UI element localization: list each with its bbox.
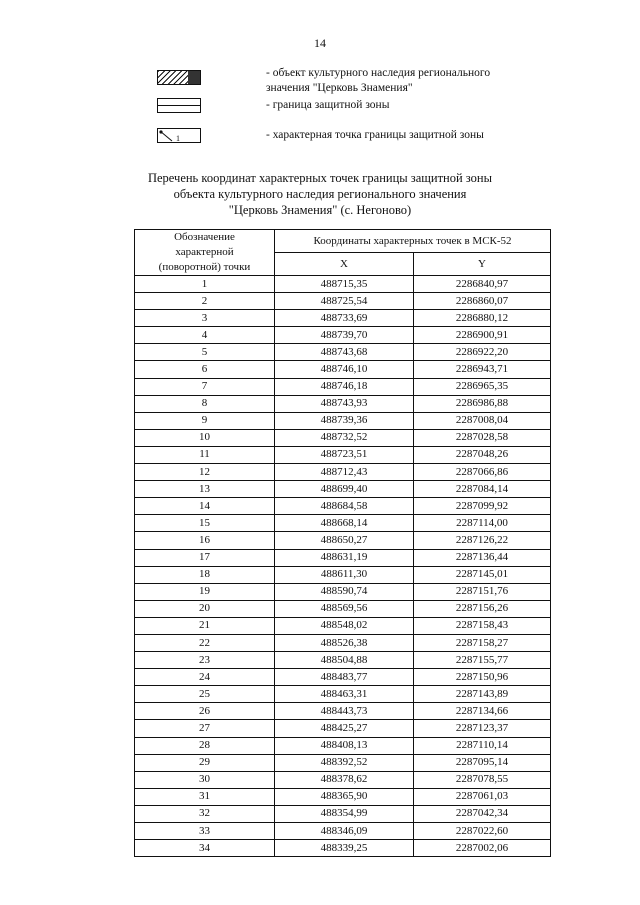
- y-coordinate-cell: 2287155,77: [414, 652, 551, 669]
- y-coordinate-cell: 2287048,26: [414, 446, 551, 463]
- y-coordinate-cell: 2286880,12: [414, 310, 551, 327]
- y-coordinate-cell: 2287143,89: [414, 686, 551, 703]
- x-coordinate-cell: 488548,02: [275, 617, 414, 634]
- hatched-rectangle-icon: [157, 70, 201, 85]
- table-row: [135, 532, 551, 549]
- y-coordinate-cell: 2287150,96: [414, 669, 551, 686]
- table-row: [135, 549, 551, 566]
- table-row: [135, 634, 551, 651]
- table-row: [135, 583, 551, 600]
- y-coordinate-cell: 2287126,22: [414, 532, 551, 549]
- point-number-cell: 3: [135, 310, 275, 327]
- y-coordinate-cell: 2287084,14: [414, 481, 551, 498]
- table-row: [135, 652, 551, 669]
- x-coordinate-cell: 488715,35: [275, 276, 414, 293]
- point-number-cell: 6: [135, 361, 275, 378]
- boundary-line-icon: [157, 98, 201, 113]
- legend-item-heritage-object: [157, 66, 557, 98]
- legend-item-label: - объект культурного наследия регионального значения "Церковь Знамения": [266, 67, 491, 94]
- column-header-coordinates: Координаты характерных точек в МСК-52: [275, 230, 551, 253]
- table-row: [135, 498, 551, 515]
- point-number-cell: 7: [135, 378, 275, 395]
- table-row: [135, 429, 551, 446]
- y-coordinate-cell: 2287008,04: [414, 412, 551, 429]
- column-header-y: Y: [414, 253, 551, 276]
- x-coordinate-cell: 488346,09: [275, 823, 414, 840]
- y-coordinate-cell: 2286900,91: [414, 327, 551, 344]
- point-number-cell: 23: [135, 652, 275, 669]
- point-number-cell: 10: [135, 429, 275, 446]
- table-row: [135, 840, 551, 857]
- y-coordinate-cell: 2286986,88: [414, 395, 551, 412]
- y-coordinate-cell: 2287123,37: [414, 720, 551, 737]
- x-coordinate-cell: 488526,38: [275, 634, 414, 651]
- point-number-cell: 27: [135, 720, 275, 737]
- point-number-cell: 28: [135, 737, 275, 754]
- point-number-cell: 11: [135, 446, 275, 463]
- table-row: [135, 515, 551, 532]
- y-coordinate-cell: 2287022,60: [414, 823, 551, 840]
- legend: [157, 66, 557, 150]
- point-number-cell: 22: [135, 634, 275, 651]
- point-number-cell: 4: [135, 327, 275, 344]
- x-coordinate-cell: 488668,14: [275, 515, 414, 532]
- point-number-cell: 29: [135, 754, 275, 771]
- x-coordinate-cell: 488339,25: [275, 840, 414, 857]
- table-row: [135, 805, 551, 822]
- x-coordinate-cell: 488378,62: [275, 771, 414, 788]
- y-coordinate-cell: 2287028,58: [414, 429, 551, 446]
- table-row: [135, 720, 551, 737]
- table-row: [135, 686, 551, 703]
- table-row: [135, 327, 551, 344]
- point-number-cell: 33: [135, 823, 275, 840]
- point-number-cell: 19: [135, 583, 275, 600]
- x-coordinate-cell: 488746,18: [275, 378, 414, 395]
- point-number-cell: 24: [135, 669, 275, 686]
- table-row: [135, 361, 551, 378]
- y-coordinate-cell: 2287066,86: [414, 464, 551, 481]
- y-coordinate-cell: 2287151,76: [414, 583, 551, 600]
- table-row: [135, 481, 551, 498]
- point-number-cell: 17: [135, 549, 275, 566]
- legend-item-label: - характерная точка границы защитной зоны: [266, 129, 484, 141]
- y-coordinate-cell: 2286965,35: [414, 378, 551, 395]
- point-number-cell: 20: [135, 600, 275, 617]
- y-coordinate-cell: 2287110,14: [414, 737, 551, 754]
- table-row: [135, 771, 551, 788]
- y-coordinate-cell: 2286943,71: [414, 361, 551, 378]
- x-coordinate-cell: 488739,36: [275, 412, 414, 429]
- legend-item-boundary: [157, 98, 557, 124]
- x-coordinate-cell: 488463,31: [275, 686, 414, 703]
- table-row: [135, 378, 551, 395]
- point-number-cell: 26: [135, 703, 275, 720]
- y-coordinate-cell: 2287078,55: [414, 771, 551, 788]
- x-coordinate-cell: 488569,56: [275, 600, 414, 617]
- y-coordinate-cell: 2287156,26: [414, 600, 551, 617]
- y-coordinate-cell: 2287136,44: [414, 549, 551, 566]
- x-coordinate-cell: 488743,93: [275, 395, 414, 412]
- x-coordinate-cell: 488504,88: [275, 652, 414, 669]
- point-number-cell: 32: [135, 805, 275, 822]
- table-row: [135, 276, 551, 293]
- page-number: 14: [314, 36, 326, 50]
- x-coordinate-cell: 488483,77: [275, 669, 414, 686]
- y-coordinate-cell: 2287095,14: [414, 754, 551, 771]
- y-coordinate-cell: 2286860,07: [414, 293, 551, 310]
- x-coordinate-cell: 488743,68: [275, 344, 414, 361]
- x-coordinate-cell: 488712,43: [275, 464, 414, 481]
- table-row: [135, 669, 551, 686]
- table-row: [135, 617, 551, 634]
- x-coordinate-cell: 488732,52: [275, 429, 414, 446]
- point-number-cell: 5: [135, 344, 275, 361]
- table-row: [135, 395, 551, 412]
- x-coordinate-cell: 488631,19: [275, 549, 414, 566]
- y-coordinate-cell: 2287099,92: [414, 498, 551, 515]
- table-row: [135, 754, 551, 771]
- boundary-point-icon: [157, 128, 201, 143]
- table-row: [135, 344, 551, 361]
- point-number-cell: 9: [135, 412, 275, 429]
- table-caption: Перечень координат характерных точек границы защитной зоны объекта культурного наследия регионального значения "Церковь Знамения" (с. Негоново): [147, 171, 493, 217]
- y-coordinate-cell: 2287114,00: [414, 515, 551, 532]
- legend-item-label: - граница защитной зоны: [266, 99, 390, 111]
- y-coordinate-cell: 2287002,06: [414, 840, 551, 857]
- table-row: [135, 703, 551, 720]
- coordinates-table: [134, 229, 551, 857]
- x-coordinate-cell: 488746,10: [275, 361, 414, 378]
- point-number-cell: 1: [135, 276, 275, 293]
- table-row: [135, 823, 551, 840]
- x-coordinate-cell: 488699,40: [275, 481, 414, 498]
- y-coordinate-cell: 2287158,43: [414, 617, 551, 634]
- y-coordinate-cell: 2287134,66: [414, 703, 551, 720]
- table-row: [135, 737, 551, 754]
- x-coordinate-cell: 488739,70: [275, 327, 414, 344]
- point-number-cell: 21: [135, 617, 275, 634]
- table-row: [135, 293, 551, 310]
- x-coordinate-cell: 488684,58: [275, 498, 414, 515]
- x-coordinate-cell: 488723,51: [275, 446, 414, 463]
- x-coordinate-cell: 488365,90: [275, 788, 414, 805]
- x-coordinate-cell: 488650,27: [275, 532, 414, 549]
- point-number-cell: 18: [135, 566, 275, 583]
- x-coordinate-cell: 488443,73: [275, 703, 414, 720]
- y-coordinate-cell: 2286840,97: [414, 276, 551, 293]
- table-row: [135, 600, 551, 617]
- y-coordinate-cell: 2287158,27: [414, 634, 551, 651]
- point-number-cell: 8: [135, 395, 275, 412]
- point-number-cell: 16: [135, 532, 275, 549]
- column-header-x: X: [275, 253, 414, 276]
- x-coordinate-cell: 488425,27: [275, 720, 414, 737]
- table-row: [135, 412, 551, 429]
- point-number-cell: 14: [135, 498, 275, 515]
- point-number-cell: 13: [135, 481, 275, 498]
- x-coordinate-cell: 488354,99: [275, 805, 414, 822]
- table-row: [135, 464, 551, 481]
- table-row: [135, 310, 551, 327]
- table-row: [135, 788, 551, 805]
- legend-item-boundary-point: [157, 124, 557, 150]
- x-coordinate-cell: 488408,13: [275, 737, 414, 754]
- x-coordinate-cell: 488392,52: [275, 754, 414, 771]
- table-row: [135, 566, 551, 583]
- x-coordinate-cell: 488611,30: [275, 566, 414, 583]
- point-number-cell: 15: [135, 515, 275, 532]
- y-coordinate-cell: 2286922,20: [414, 344, 551, 361]
- point-number-cell: 34: [135, 840, 275, 857]
- y-coordinate-cell: 2287061,03: [414, 788, 551, 805]
- point-number-cell: 25: [135, 686, 275, 703]
- column-header-point: Обозначение характерной (поворотной) точки: [135, 230, 275, 276]
- table-row: [135, 446, 551, 463]
- point-number-cell: 31: [135, 788, 275, 805]
- x-coordinate-cell: 488590,74: [275, 583, 414, 600]
- y-coordinate-cell: 2287042,34: [414, 805, 551, 822]
- y-coordinate-cell: 2287145,01: [414, 566, 551, 583]
- x-coordinate-cell: 488733,69: [275, 310, 414, 327]
- point-number-cell: 2: [135, 293, 275, 310]
- point-number-cell: 30: [135, 771, 275, 788]
- boundary-point-marker-label: 1: [176, 134, 180, 143]
- point-number-cell: 12: [135, 464, 275, 481]
- x-coordinate-cell: 488725,54: [275, 293, 414, 310]
